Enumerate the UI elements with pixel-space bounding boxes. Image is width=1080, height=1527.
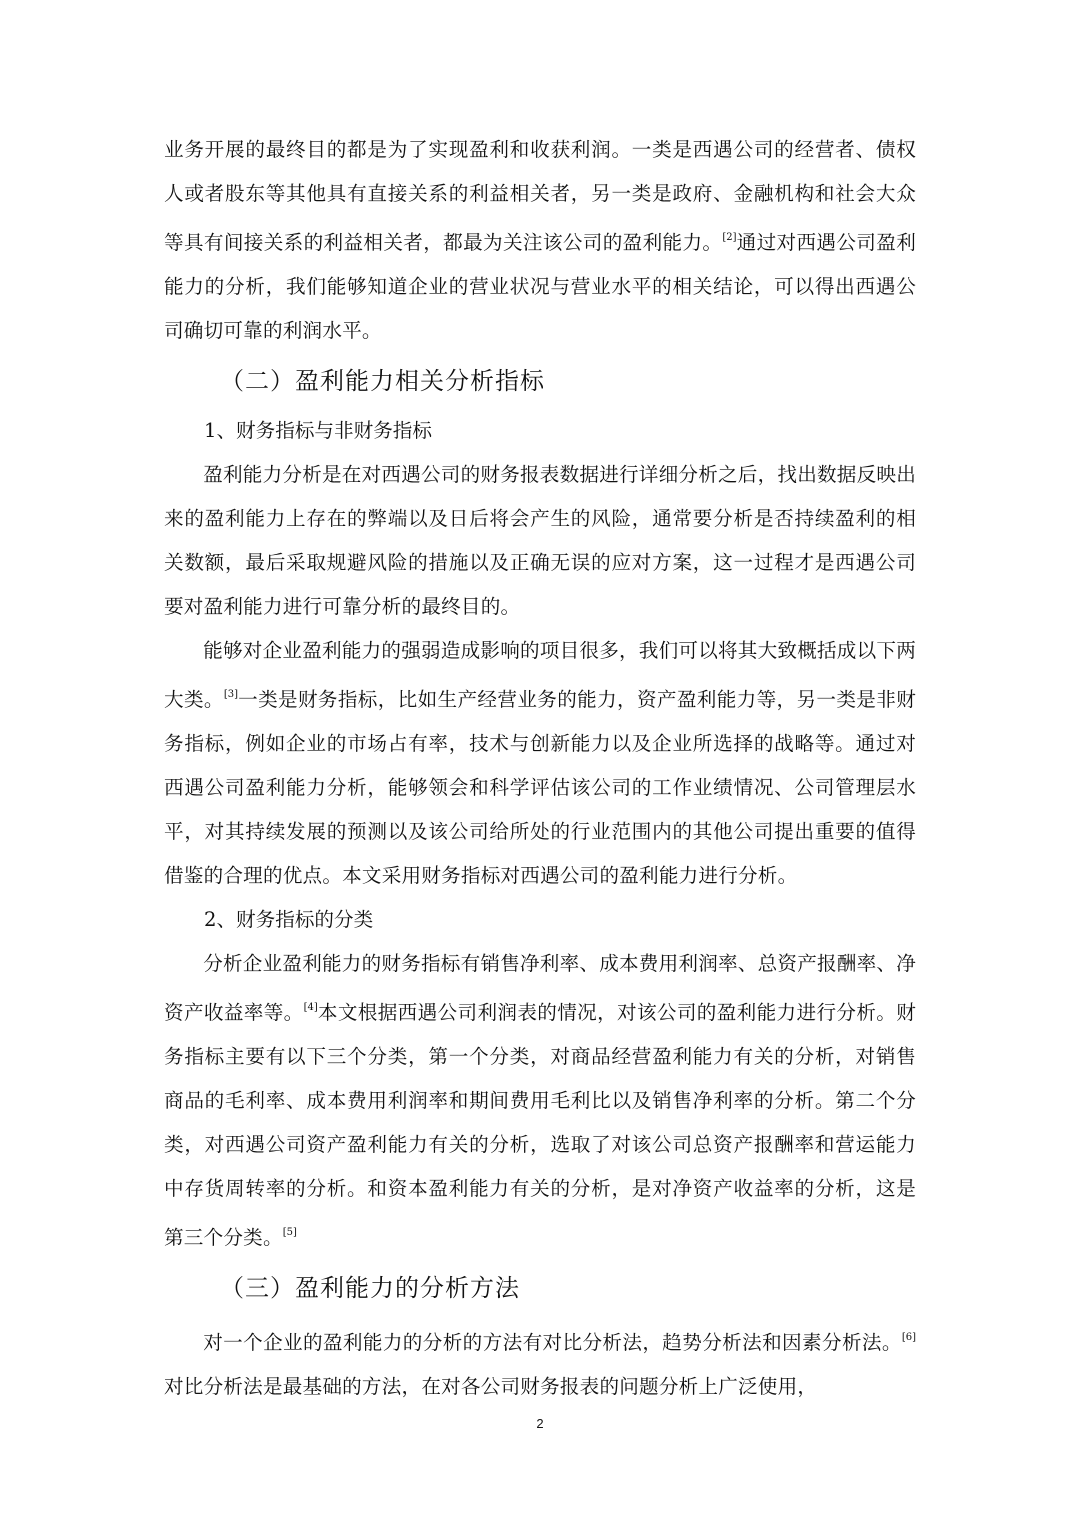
page-number: 2 <box>536 1416 544 1431</box>
subheading-financial-nonfinancial: 1、财务指标与非财务指标 <box>204 419 432 442</box>
section-heading-3: （三）盈利能力的分析方法 <box>220 1274 520 1302</box>
paragraph-analysis-methods <box>164 1316 916 1409</box>
paragraph-influencing-factors <box>164 629 916 898</box>
paragraph-indicator-types <box>164 942 916 1260</box>
paragraph-text: 能够对企业盈利能力的强弱造成影响的项目很多，我们可以将其大致概括成以下两大类。 <box>164 639 916 711</box>
section-heading-2: （二）盈利能力相关分析指标 <box>220 367 545 395</box>
subheading-indicator-classification: 2、财务指标的分类 <box>204 908 374 931</box>
citation-3: [3] <box>223 689 238 700</box>
paragraph-text: 一类是财务指标，比如生产经营业务的能力，资产盈利能力等，另一类是非财务指标，例如企业的市场占有率，技术与创新能力以及企业所选择的战略等。通过对西遇公司盈利能力分析，能够领会和科学评估该公司的工作业绩情况、公司管理层水平，对其持续发展的预测以及该公司给所处的行业范围内的其他公司提出重要的值得借鉴的合理的优点。本文采用财务指标对西遇公司的盈利能力进行分析。 <box>164 688 916 887</box>
document-body <box>164 128 916 1409</box>
paragraph-text: 对比分析法是最基础的方法，在对各公司财务报表的问题分析上广泛使用， <box>164 1375 818 1398</box>
paragraph-text: 盈利能力分析是在对西遇公司的财务报表数据进行详细分析之后，找出数据反映出来的盈利能力上存在的弊端以及日后将会产生的风险，通常要分析是否持续盈利的相关数额，最后采取规避风险的措施以及正确无误的应对方案，这一过程才是西遇公司要对盈利能力进行可靠分析的最终目的。 <box>164 463 916 618</box>
paragraph-text: 分析企业盈利能力的财务指标有销售净利率、成本费用利润率、总资产报酬率、净资产收益率等。 <box>164 952 916 1024</box>
paragraph-intro <box>164 128 916 353</box>
paragraph-text: 业务开展的最终目的都是为了实现盈利和收获利润。一类是西遇公司的经营者、债权人或者股东等其他具有直接关系的利益相关者，另一类是政府、金融机构和社会大众等具有间接关系的利益相关者，都最为关注该公司的盈利能力。 <box>164 138 916 254</box>
paragraph-text: 通过对西遇公司盈利能力的分析，我们能够知道企业的营业状况与营业水平的相关结论，可以得出西遇公司确切可靠的利润水平。 <box>164 231 916 342</box>
citation-5: [5] <box>282 1227 297 1238</box>
citation-4: [4] <box>303 1002 318 1013</box>
paragraph-text: 本文根据西遇公司利润表的情况，对该公司的盈利能力进行分析。财务指标主要有以下三个分类，第一个分类，对商品经营盈利能力有关的分析，对销售商品的毛利率、成本费用利润率和期间费用毛利比以及销售净利率的分析。第二个分类，对西遇公司资产盈利能力有关的分析，选取了对该公司总资产报酬率和营运能力中存货周转率的分析。和资本盈利能力有关的分析，是对净资产收益率的分析，这是第三个分类。 <box>164 1001 916 1249</box>
citation-6: [6] <box>901 1332 916 1343</box>
citation-2: [2] <box>722 232 737 243</box>
paragraph-analysis-purpose <box>164 453 916 629</box>
paragraph-text: 对一个企业的盈利能力的分析的方法有对比分析法，趋势分析法和因素分析法。 <box>203 1331 902 1354</box>
